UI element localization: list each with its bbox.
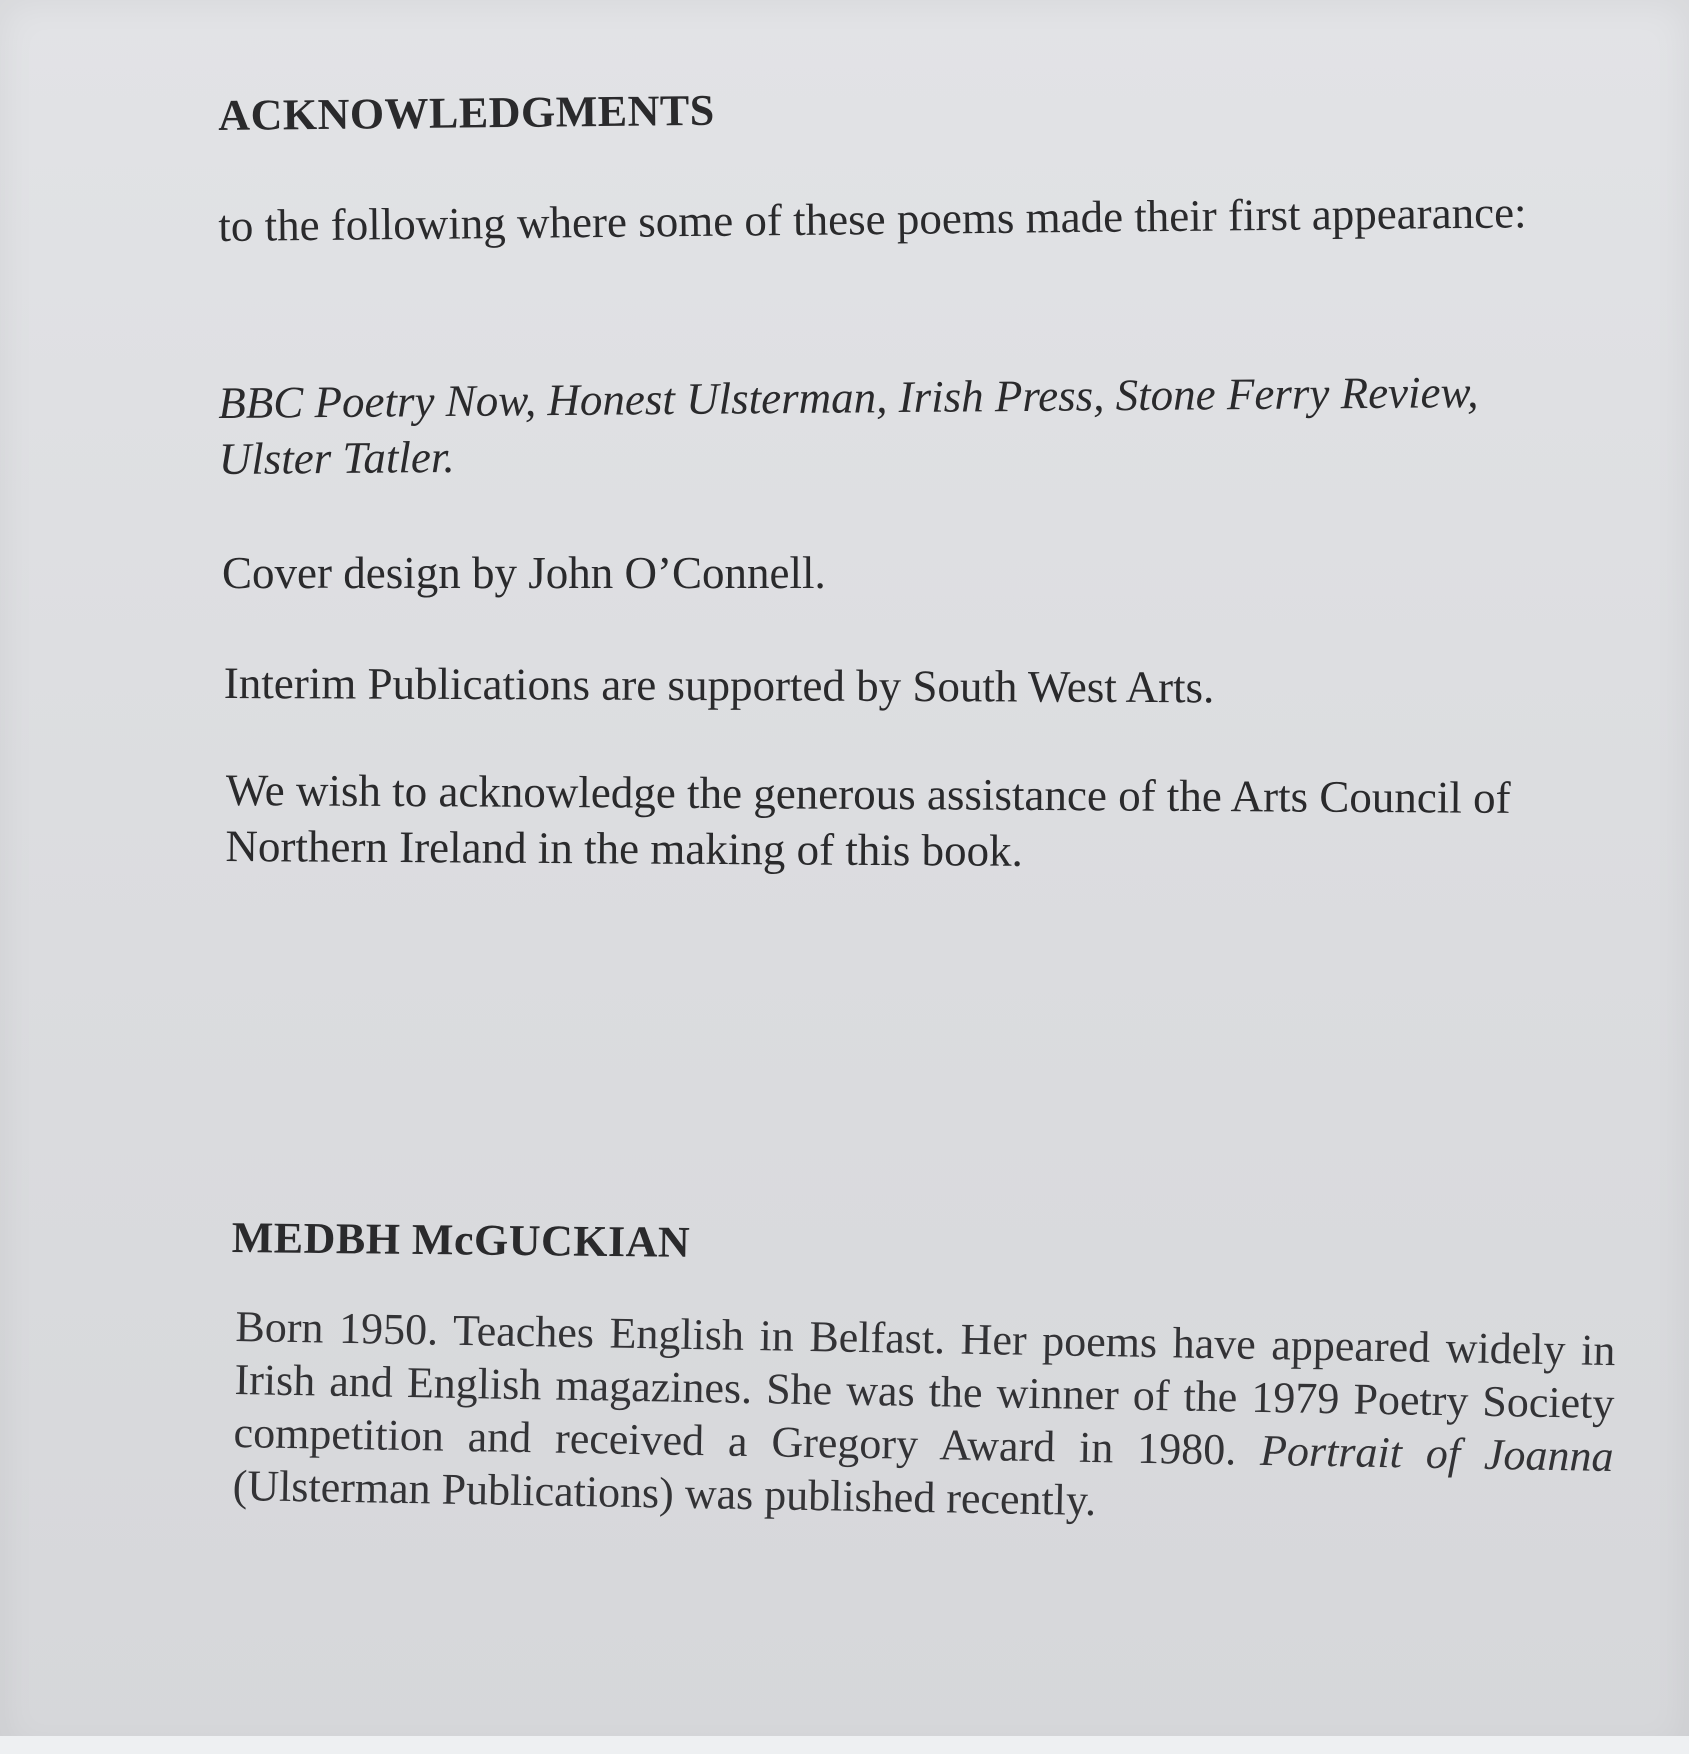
support-note: Interim Publications are supported by South West Arts. [223, 658, 1215, 713]
book-title: Portrait of Joanna [1259, 1425, 1614, 1482]
journals-list: BBC Poetry Now, Honest Ulsterman, Irish Press, Stone Ferry Review, Ulster Tatler. [218, 367, 1479, 484]
arts-council-note: We wish to acknowledge the generous assistance of the Arts Council of Northern Ireland in the making of this book. [225, 764, 1511, 876]
cover-credit: Cover design by John O’Connell. [222, 548, 826, 598]
author-bio [232, 1300, 1615, 1536]
author-name: MEDBH McGUCKIAN [231, 1213, 691, 1267]
acknowledgments-intro: to the following where some of these poems made their first appearance: [218, 187, 1527, 251]
acknowledgments-heading: ACKNOWLEDGMENTS [218, 85, 715, 140]
author-bio-text-end: (Ulsterman Publications) was published recently. [232, 1460, 1097, 1526]
author-bio-text: Born 1950. Teaches English in Belfast. Her poems have appeared widely in Irish and English magazines. She was the winner of the 1979 Poetry Society competition and received a Gregory Award in 1980. [233, 1301, 1616, 1475]
